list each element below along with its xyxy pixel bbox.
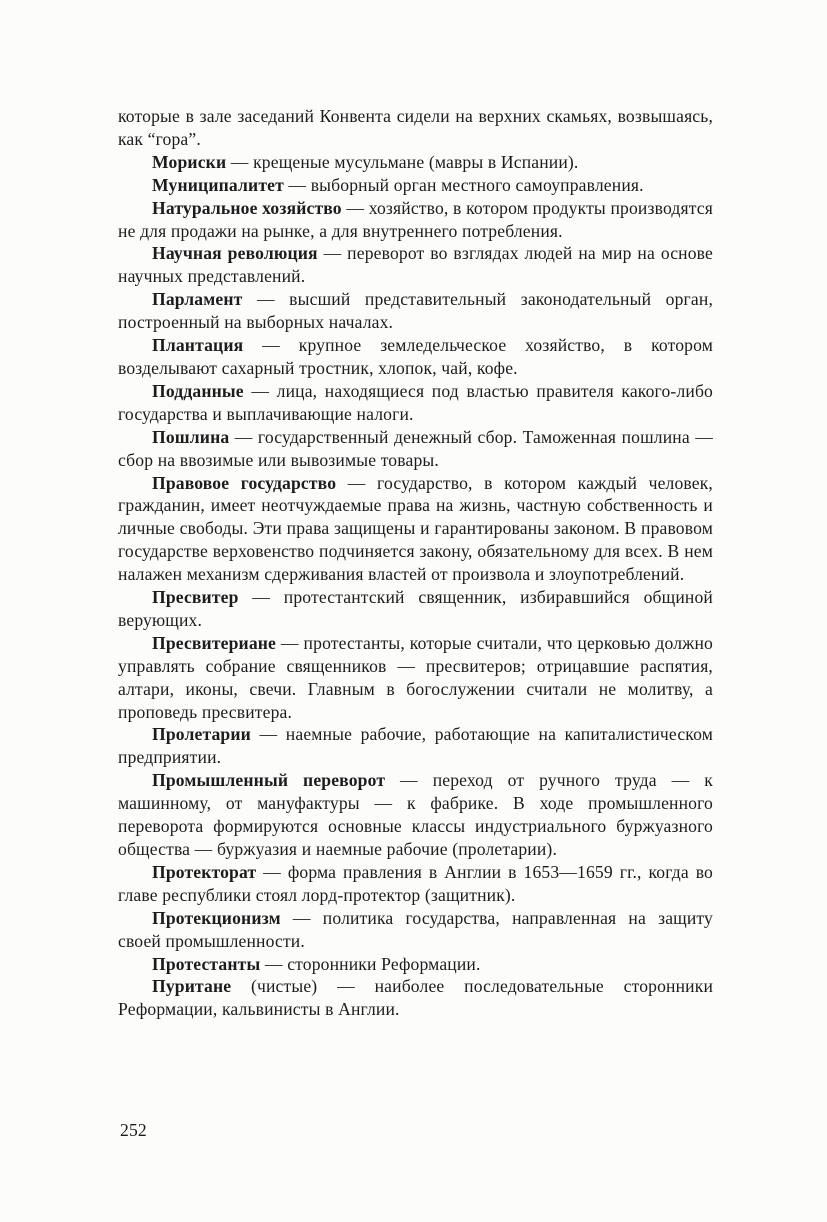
glossary-term: Протестанты	[152, 953, 261, 974]
glossary-entry	[118, 632, 713, 724]
glossary-term: Пресвитер	[152, 587, 239, 608]
glossary-definition: — политика государства, направленная на защиту своей промышленности.	[118, 907, 713, 951]
glossary-definition: — государственный денежный сбор. Таможенная пошлина — сбор на ввозимые или вывозимые товары.	[118, 426, 713, 470]
glossary-entry	[118, 288, 713, 334]
glossary-entry	[118, 334, 713, 380]
page-number: 252	[120, 1120, 147, 1141]
glossary-entry	[118, 907, 713, 953]
glossary-definition: — крещеные мусульмане (мавры в Испании).	[230, 151, 579, 172]
glossary-entries	[118, 151, 713, 1021]
glossary-definition: — наемные рабочие, работающие на капиталистическом предприятии.	[118, 724, 713, 768]
glossary-term: Муниципалитет	[152, 174, 284, 195]
glossary-entry	[118, 953, 713, 976]
continuation-paragraph: которые в зале заседаний Конвента сидели на верхних скамьях, возвышаясь, как “гора”.	[118, 106, 713, 149]
glossary-term: Подданные	[152, 380, 244, 401]
glossary-definition: — протестантский священник, избиравшийся общиной верующих.	[118, 587, 713, 630]
glossary-entry	[118, 769, 713, 861]
glossary-entry	[118, 426, 713, 472]
glossary-definition: — наиболее последовательные сторонники Реформации, кальвинисты в Англии.	[118, 976, 714, 1020]
glossary-definition: — переворот во взглядах людей на мир на основе научных представлений.	[118, 243, 713, 287]
glossary-entry	[118, 151, 713, 174]
glossary-term: Плантация	[152, 335, 244, 356]
glossary-definition: — хозяйство, в котором продукты производятся не для продажи на рынке, а для внутреннего потребления.	[118, 197, 713, 241]
glossary-entry	[118, 472, 713, 587]
glossary-definition: — высший представительный законодательный орган, построенный на выборных началах.	[118, 289, 713, 333]
glossary-term: Пуритане	[152, 976, 232, 997]
glossary-term: Протекторат	[152, 861, 257, 882]
glossary-term: Научная революция	[152, 243, 318, 264]
glossary-definition: — лица, находящиеся под властью правителя какого-либо государства и выплачивающие налоги.	[118, 380, 713, 424]
glossary-term: Мориски	[152, 151, 227, 172]
glossary-term: Пресвитериане	[152, 632, 277, 653]
glossary-term: Парламент	[152, 289, 243, 310]
glossary-definition: — переход от ручного труда — к машинному, от мануфактуры — к фабрике. В ходе промышленного переворота формируются основные классы индустриального буржуазного общества — буржуазия и наемные рабочие (пролетарии).	[118, 770, 713, 859]
glossary-term: Правовое государство	[152, 472, 337, 493]
glossary-term: Протекционизм	[152, 907, 281, 928]
glossary-entry	[118, 174, 713, 197]
glossary-entry	[118, 723, 713, 769]
glossary-definition: — государство, в котором каждый человек, гражданин, имеет неотчуждаемые права на жизнь, частную собственность и личные свободы. Эти права защищены и гарантированы законом. В правовом государстве верховенство подчиняется закону, обязательному для всех. В нем налажен механизм сдерживания властей от произвола и злоупотреблений.	[118, 472, 713, 585]
glossary-definition: — крупное земледельческое хозяйство, в котором возделывают сахарный тростник, хлопок, чай, кофе.	[118, 335, 713, 378]
glossary-term: Пролетарии	[152, 724, 251, 745]
glossary-definition: — сторонники Реформации.	[264, 953, 481, 974]
term-suffix: (чистые)	[231, 976, 318, 997]
glossary-text-block	[118, 105, 713, 1021]
glossary-entry	[118, 975, 713, 1021]
glossary-definition: — протестанты, которые считали, что церковью должно управлять собрание священников — пресвитеров; отрицавшие распятия, алтари, иконы, свечи. Главным в богослужении считали не молитву, а проповедь пресвитера.	[118, 632, 713, 722]
glossary-term: Промышленный переворот	[152, 770, 386, 791]
glossary-entry	[118, 586, 713, 632]
glossary-entry	[118, 861, 713, 907]
glossary-term: Пошлина	[152, 426, 230, 447]
glossary-entry	[118, 242, 713, 288]
glossary-term: Натуральное хозяйство	[152, 197, 342, 218]
glossary-definition: — выборный орган местного самоуправления.	[288, 174, 644, 195]
glossary-entry	[118, 380, 713, 426]
glossary-entry	[118, 197, 713, 243]
glossary-definition: — форма правления в Англии в 1653—1659 гг., когда во главе республики стоял лорд-протектор (защитник).	[118, 861, 713, 905]
